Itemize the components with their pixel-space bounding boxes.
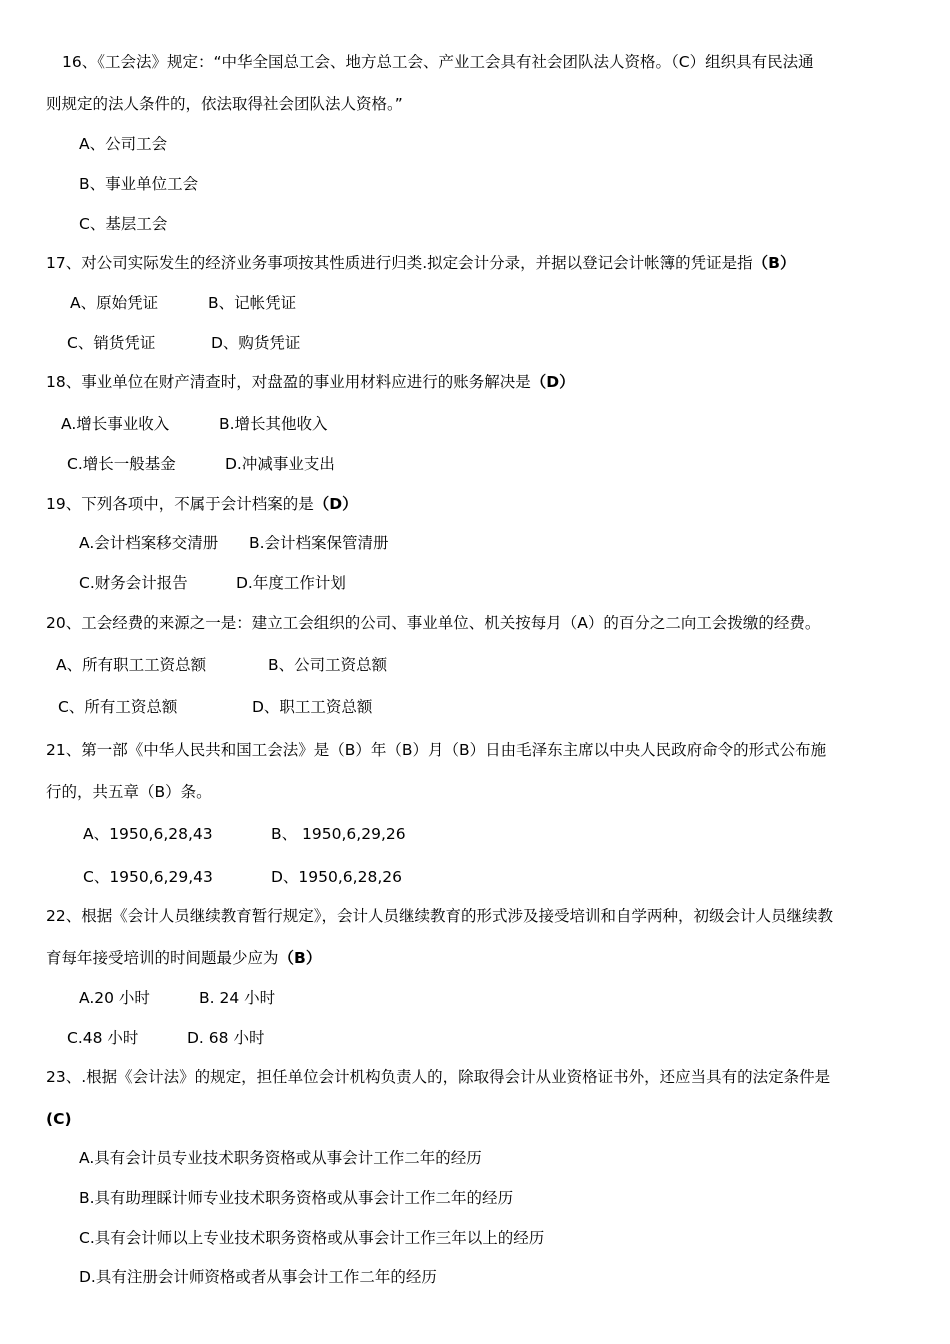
question-22-option-a: A.20 小时	[79, 989, 150, 1007]
question-19-option-b: B.会计档案保管清册	[249, 534, 389, 552]
question-21-option-d: D、1950,6,28,26	[271, 868, 402, 886]
question-18-option-b: B.增长其他收入	[219, 415, 328, 433]
question-21-option-c: C、1950,6,29,43	[83, 868, 213, 886]
question-21-stem-line1: 21、第一部《中华人民共和国工会法》是（B）年（B）月（B）日由毛泽东主席以中央人民政府命令的形式公布施	[46, 741, 827, 759]
question-22-option-d: D. 68 小时	[187, 1029, 265, 1047]
question-17-option-d: D、购货凭证	[211, 334, 301, 352]
question-17-option-b: B、记帐凭证	[208, 294, 297, 312]
question-16-option-b: B、事业单位工会	[79, 175, 199, 193]
question-22-stem-line2-row	[46, 948, 321, 968]
question-20-option-d: D、职工工资总额	[252, 698, 373, 716]
question-19-option-c: C.财务会计报告	[79, 574, 188, 592]
question-17-option-a: A、原始凭证	[70, 294, 159, 312]
question-18-answer: （D）	[530, 373, 575, 391]
question-17-answer: （B）	[752, 254, 796, 272]
question-21-stem-line2: 行的，共五章（B）条。	[46, 783, 212, 801]
question-19-option-d: D.年度工作计划	[236, 574, 346, 592]
question-16-stem-line2: 则规定的法人条件的，依法取得社会团队法人资格。”	[46, 95, 403, 113]
question-18-option-a: A.增长事业收入	[61, 415, 170, 433]
question-20-option-b: B、公司工资总额	[268, 656, 388, 674]
question-19-answer: （D）	[313, 495, 358, 513]
question-18-option-c: C.增长一般基金	[67, 455, 176, 473]
question-23-option-a: A.具有会计员专业技术职务资格或从事会计工作二年的经历	[79, 1149, 482, 1167]
question-23-option-b: B.具有助理睬计师专业技术职务资格或从事会计工作二年的经历	[79, 1189, 514, 1207]
question-16-option-c: C、基层工会	[79, 215, 168, 233]
question-18-stem-line	[46, 372, 575, 392]
question-22-stem-line1: 22、根据《会计人员继续教育暂行规定》，会计人员继续教育的形式涉及接受培训和自学两种，初级会计人员继续教	[46, 907, 833, 925]
question-16-stem-line1: 16、《工会法》规定：“中华全国总工会、地方总工会、产业工会具有社会团队法人资格。（C）组织具有民法通	[62, 53, 814, 71]
question-17-option-c: C、销货凭证	[67, 334, 156, 352]
question-22-option-b: B. 24 小时	[199, 989, 276, 1007]
question-20-option-a: A、所有职工工资总额	[56, 656, 207, 674]
question-23-answer: (C)	[46, 1110, 72, 1128]
question-19-stem: 19、下列各项中，不属于会计档案的是	[46, 495, 314, 513]
question-19-stem-line	[46, 494, 358, 514]
question-23-option-d: D.具有注册会计师资格或者从事会计工作二年的经历	[79, 1268, 437, 1286]
question-21-option-b: B、 1950,6,29,26	[271, 825, 406, 843]
question-23-stem-line1: 23、.根据《会计法》的规定，担任单位会计机构负责人的，除取得会计从业资格证书外，还应当具有的法定条件是	[46, 1068, 831, 1086]
question-18-option-d: D.冲减事业支出	[225, 455, 335, 473]
question-17-stem-line	[46, 253, 795, 273]
question-20-option-c: C、所有工资总额	[58, 698, 178, 716]
question-18-stem: 18、事业单位在财产清查时，对盘盈的事业用材料应进行的账务解决是	[46, 373, 531, 391]
question-17-stem: 17、对公司实际发生的经济业务事项按其性质进行归类.拟定会计分录，并据以登记会计帐簿的凭证是指	[46, 254, 753, 272]
question-22-answer: （B）	[278, 949, 322, 967]
question-21-option-a: A、1950,6,28,43	[83, 825, 213, 843]
question-22-stem-line2: 育每年接受培训的时间题最少应为	[46, 949, 279, 967]
question-22-option-c: C.48 小时	[67, 1029, 139, 1047]
question-19-option-a: A.会计档案移交清册	[79, 534, 219, 552]
question-16-option-a: A、公司工会	[79, 135, 168, 153]
question-23-option-c: C.具有会计师以上专业技术职务资格或从事会计工作三年以上的经历	[79, 1229, 545, 1247]
question-20-stem: 20、工会经费的来源之一是：建立工会组织的公司、事业单位、机关按每月（A）的百分之二向工会拨缴的经费。	[46, 614, 821, 632]
